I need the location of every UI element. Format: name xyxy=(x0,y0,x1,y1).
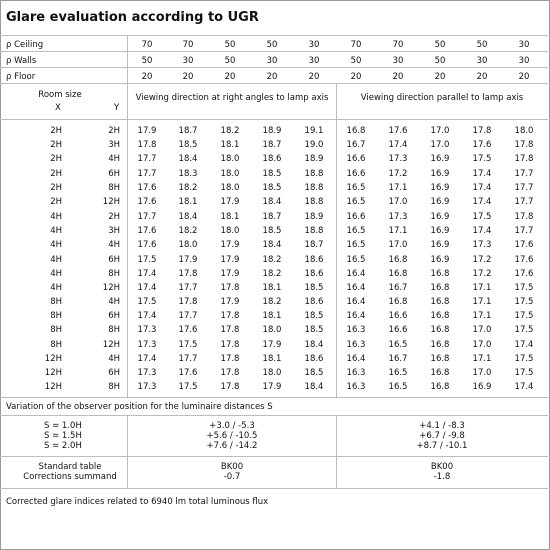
room-x: 8H xyxy=(50,311,62,322)
ugr-value: 18.9 xyxy=(304,212,324,222)
ugr-value: 17.0 xyxy=(430,140,450,151)
reflectance-value: 20 xyxy=(141,72,153,82)
ugr-value: 18.4 xyxy=(262,197,282,207)
ugr-value: 17.6 xyxy=(178,325,198,336)
ugr-value: 18.9 xyxy=(262,126,282,136)
room-y: 8H xyxy=(108,382,120,393)
divider-vertical xyxy=(336,83,337,397)
ugr-value: 17.8 xyxy=(472,126,492,136)
ugr-value: 16.8 xyxy=(430,283,450,293)
ugr-value: 17.5 xyxy=(137,254,157,265)
divider xyxy=(0,67,548,68)
ugr-value: 18.5 xyxy=(262,226,282,237)
reflectance-value: 70 xyxy=(182,40,194,50)
ugr-value: 17.5 xyxy=(472,212,492,222)
ugr-value: 18.8 xyxy=(304,197,324,207)
ugr-value: 17.8 xyxy=(137,140,157,151)
ugr-value: 17.4 xyxy=(137,268,157,279)
ugr-value: 17.6 xyxy=(514,240,534,251)
ugr-value: 18.1 xyxy=(262,283,282,293)
ugr-value: 17.6 xyxy=(178,368,198,379)
reflectance-value: 30 xyxy=(392,56,404,66)
room-y: 12H xyxy=(102,197,120,207)
ugr-value: 17.7 xyxy=(137,168,157,179)
room-x: 4H xyxy=(50,254,62,265)
ugr-value: 18.0 xyxy=(220,226,240,237)
ugr-value: 17.7 xyxy=(178,354,198,364)
ugr-value: 18.0 xyxy=(220,182,240,193)
ugr-value: 16.3 xyxy=(346,368,366,379)
ugr-value: 17.4 xyxy=(472,182,492,193)
ugr-value: 18.2 xyxy=(220,126,240,136)
room-y: 12H xyxy=(102,339,120,350)
ugr-value: 17.8 xyxy=(514,212,534,222)
ugr-value: 17.7 xyxy=(514,182,534,193)
reflectance-value: 50 xyxy=(350,56,362,66)
room-y: 3H xyxy=(108,226,120,237)
ugr-value: 16.5 xyxy=(388,339,408,350)
ugr-value: 17.9 xyxy=(262,382,282,393)
correction-right: -1.8 xyxy=(433,472,451,482)
ugr-value: 16.9 xyxy=(430,154,450,165)
room-x: 8H xyxy=(50,325,62,336)
ugr-value: 18.0 xyxy=(220,154,240,165)
ugr-value: 17.7 xyxy=(178,283,198,293)
ugr-value: 17.0 xyxy=(430,126,450,136)
ugr-value: 18.6 xyxy=(304,268,324,279)
room-x: 2H xyxy=(50,140,62,151)
ugr-value: 17.1 xyxy=(472,283,492,293)
room-x: 2H xyxy=(50,154,62,165)
ugr-value: 16.9 xyxy=(430,212,450,222)
ugr-value: 18.5 xyxy=(304,368,324,379)
ugr-value: 18.4 xyxy=(304,382,324,393)
ugr-value: 17.9 xyxy=(137,126,157,136)
ugr-value: 17.8 xyxy=(220,368,240,379)
ugr-value: 16.3 xyxy=(346,382,366,393)
divider xyxy=(0,119,548,120)
ugr-value: 18.4 xyxy=(178,212,198,222)
ugr-value: 17.7 xyxy=(137,212,157,222)
ugr-value: 17.5 xyxy=(137,297,157,307)
ugr-value: 16.4 xyxy=(346,354,366,364)
room-y: 8H xyxy=(108,268,120,279)
ugr-value: 19.1 xyxy=(304,126,324,136)
ugr-value: 17.1 xyxy=(472,311,492,322)
room-x: 4H xyxy=(50,268,62,279)
reflectance-value: 50 xyxy=(476,40,488,50)
room-y: 6H xyxy=(108,168,120,179)
ugr-value: 17.9 xyxy=(178,254,198,265)
ugr-value: 17.3 xyxy=(137,339,157,350)
reflectance-value: 20 xyxy=(476,72,488,82)
room-y: 4H xyxy=(108,154,120,165)
ugr-value: 18.7 xyxy=(262,212,282,222)
ugr-value: 19.0 xyxy=(304,140,324,151)
divider xyxy=(0,456,548,457)
y-column-label: Y xyxy=(114,103,120,113)
reflectance-value: 20 xyxy=(350,72,362,82)
direction-parallel-label: Viewing direction parallel to lamp axis xyxy=(360,93,524,103)
ugr-value: 17.5 xyxy=(178,339,198,350)
ugr-value: 18.0 xyxy=(178,240,198,251)
ugr-value: 16.9 xyxy=(430,168,450,179)
ugr-value: 17.6 xyxy=(137,240,157,251)
ugr-value: 16.8 xyxy=(430,339,450,350)
room-size-label: Room size xyxy=(38,90,82,100)
divider-vertical xyxy=(127,415,128,488)
ugr-value: 17.3 xyxy=(137,382,157,393)
room-x: 12H xyxy=(44,368,62,379)
ugr-value: 17.2 xyxy=(472,254,492,265)
reflectance-value: 50 xyxy=(434,56,446,66)
ugr-value: 16.6 xyxy=(346,212,366,222)
ugr-value: 17.9 xyxy=(220,240,240,251)
reflectance-value: 50 xyxy=(224,56,236,66)
room-x: 2H xyxy=(50,182,62,193)
ugr-value: 17.1 xyxy=(388,226,408,237)
room-x: 2H xyxy=(50,126,62,136)
ugr-value: 16.8 xyxy=(388,254,408,265)
ugr-value: 17.8 xyxy=(514,154,534,165)
ugr-value: 17.8 xyxy=(220,382,240,393)
ugr-value: 17.8 xyxy=(220,339,240,350)
ugr-value: 18.0 xyxy=(262,325,282,336)
spacing-right-value: +6.7 / -9.8 xyxy=(419,431,465,441)
ugr-value: 17.3 xyxy=(472,240,492,251)
room-x: 4H xyxy=(50,226,62,237)
ugr-value: 17.6 xyxy=(514,254,534,265)
ugr-value: 17.2 xyxy=(388,168,408,179)
ugr-value: 17.8 xyxy=(220,354,240,364)
ugr-value: 17.9 xyxy=(220,268,240,279)
ugr-value: 18.6 xyxy=(304,354,324,364)
ugr-value: 17.4 xyxy=(472,197,492,207)
reflectance-value: 30 xyxy=(308,56,320,66)
ugr-value: 16.7 xyxy=(388,283,408,293)
divider-vertical xyxy=(336,415,337,488)
reflectance-label: ρ Ceiling xyxy=(6,40,44,50)
ugr-value: 16.8 xyxy=(430,325,450,336)
spacing-left-value: +3.0 / -5.3 xyxy=(209,421,255,431)
reflectance-value: 50 xyxy=(224,40,236,50)
ugr-value: 17.7 xyxy=(514,226,534,237)
reflectance-label: ρ Walls xyxy=(6,56,37,66)
correction-left: -0.7 xyxy=(223,472,241,482)
ugr-value: 16.5 xyxy=(388,382,408,393)
room-y: 4H xyxy=(108,354,120,364)
ugr-value: 17.5 xyxy=(514,325,534,336)
room-y: 4H xyxy=(108,240,120,251)
ugr-value: 18.6 xyxy=(262,154,282,165)
room-x: 4H xyxy=(50,240,62,251)
ugr-value: 16.3 xyxy=(346,339,366,350)
divider xyxy=(0,415,548,416)
ugr-value: 17.0 xyxy=(388,240,408,251)
ugr-value: 16.5 xyxy=(346,197,366,207)
ugr-value: 16.8 xyxy=(388,297,408,307)
reflectance-value: 20 xyxy=(518,72,530,82)
ugr-value: 16.3 xyxy=(346,325,366,336)
room-y: 2H xyxy=(108,212,120,222)
ugr-value: 16.9 xyxy=(430,240,450,251)
ugr-value: 18.4 xyxy=(178,154,198,165)
ugr-value: 16.4 xyxy=(346,283,366,293)
ugr-value: 18.2 xyxy=(262,254,282,265)
ugr-value: 18.8 xyxy=(304,182,324,193)
ugr-value: 18.5 xyxy=(178,140,198,151)
ugr-value: 16.6 xyxy=(388,311,408,322)
room-y: 12H xyxy=(102,283,120,293)
ugr-value: 17.1 xyxy=(388,182,408,193)
room-y: 8H xyxy=(108,182,120,193)
reflectance-value: 50 xyxy=(141,56,153,66)
spacing-label: S = 2.0H xyxy=(44,441,82,451)
ugr-value: 18.5 xyxy=(262,182,282,193)
standard-right: BK00 xyxy=(430,462,454,472)
reflectance-value: 50 xyxy=(434,40,446,50)
direction-perpendicular-label: Viewing direction at right angles to lamp axis xyxy=(135,93,329,103)
ugr-value: 16.4 xyxy=(346,297,366,307)
ugr-value: 16.9 xyxy=(430,182,450,193)
ugr-value: 16.9 xyxy=(430,226,450,237)
ugr-value: 17.6 xyxy=(472,140,492,151)
ugr-value: 17.5 xyxy=(514,297,534,307)
spacing-label: S = 1.0H xyxy=(44,421,82,431)
ugr-value: 18.7 xyxy=(178,126,198,136)
ugr-value: 16.9 xyxy=(430,197,450,207)
ugr-value: 17.8 xyxy=(220,283,240,293)
spacing-label: S = 1.5H xyxy=(44,431,82,441)
ugr-value: 16.5 xyxy=(346,254,366,265)
reflectance-value: 20 xyxy=(308,72,320,82)
ugr-value: 18.5 xyxy=(304,311,324,322)
reflectance-value: 50 xyxy=(266,40,278,50)
ugr-value: 17.4 xyxy=(514,382,534,393)
reflectance-value: 30 xyxy=(308,40,320,50)
ugr-value: 16.5 xyxy=(388,368,408,379)
spacing-right-value: +8.7 / -10.1 xyxy=(416,441,468,451)
ugr-value: 17.3 xyxy=(388,154,408,165)
footer-note: Corrected glare indices related to 6940 lm total luminous flux xyxy=(6,497,269,507)
ugr-value: 18.2 xyxy=(178,182,198,193)
reflectance-label: ρ Floor xyxy=(6,72,36,82)
reflectance-value: 70 xyxy=(392,40,404,50)
ugr-value: 16.7 xyxy=(388,354,408,364)
ugr-value: 18.0 xyxy=(220,168,240,179)
ugr-value: 16.8 xyxy=(346,126,366,136)
ugr-value: 18.1 xyxy=(220,140,240,151)
ugr-value: 18.2 xyxy=(262,268,282,279)
ugr-value: 18.1 xyxy=(178,197,198,207)
ugr-value: 17.8 xyxy=(514,140,534,151)
ugr-value: 16.6 xyxy=(346,168,366,179)
reflectance-value: 30 xyxy=(518,56,530,66)
ugr-value: 17.4 xyxy=(472,168,492,179)
ugr-value: 17.3 xyxy=(137,368,157,379)
ugr-value: 16.6 xyxy=(346,154,366,165)
reflectance-value: 70 xyxy=(141,40,153,50)
spacing-right-value: +4.1 / -8.3 xyxy=(419,421,465,431)
ugr-value: 17.5 xyxy=(514,354,534,364)
ugr-value: 18.7 xyxy=(304,240,324,251)
reflectance-value: 20 xyxy=(182,72,194,82)
ugr-value: 17.0 xyxy=(472,368,492,379)
ugr-value: 17.1 xyxy=(472,354,492,364)
ugr-value: 18.5 xyxy=(262,168,282,179)
ugr-value: 17.7 xyxy=(178,311,198,322)
ugr-value: 16.5 xyxy=(346,240,366,251)
ugr-value: 17.9 xyxy=(262,339,282,350)
ugr-value: 18.7 xyxy=(262,140,282,151)
ugr-value: 17.6 xyxy=(137,226,157,237)
ugr-value: 16.7 xyxy=(346,140,366,151)
ugr-value: 17.8 xyxy=(220,311,240,322)
reflectance-value: 30 xyxy=(476,56,488,66)
corrections-summand-label: Corrections summand xyxy=(23,472,117,482)
ugr-value: 18.8 xyxy=(304,168,324,179)
reflectance-value: 70 xyxy=(350,40,362,50)
ugr-value: 17.7 xyxy=(514,168,534,179)
ugr-value: 17.3 xyxy=(388,212,408,222)
divider xyxy=(0,51,548,52)
ugr-value: 17.7 xyxy=(137,154,157,165)
ugr-value: 17.6 xyxy=(514,268,534,279)
ugr-value: 18.0 xyxy=(514,126,534,136)
divider xyxy=(0,83,548,84)
divider xyxy=(0,35,548,36)
ugr-value: 16.8 xyxy=(430,382,450,393)
divider-vertical xyxy=(127,35,128,397)
ugr-value: 17.6 xyxy=(388,126,408,136)
ugr-value: 18.8 xyxy=(304,226,324,237)
ugr-value: 17.4 xyxy=(137,311,157,322)
ugr-value: 17.6 xyxy=(137,182,157,193)
ugr-value: 17.5 xyxy=(514,283,534,293)
ugr-value: 17.9 xyxy=(220,254,240,265)
room-x: 12H xyxy=(44,354,62,364)
ugr-value: 18.4 xyxy=(262,240,282,251)
ugr-value: 16.8 xyxy=(430,268,450,279)
room-x: 2H xyxy=(50,197,62,207)
room-y: 6H xyxy=(108,311,120,322)
ugr-value: 18.9 xyxy=(304,154,324,165)
ugr-value: 18.0 xyxy=(262,368,282,379)
ugr-value: 17.1 xyxy=(472,297,492,307)
ugr-value: 16.8 xyxy=(430,311,450,322)
reflectance-value: 30 xyxy=(518,40,530,50)
spacing-left-value: +5.6 / -10.5 xyxy=(206,431,258,441)
ugr-value: 17.0 xyxy=(472,339,492,350)
ugr-value: 18.6 xyxy=(304,297,324,307)
ugr-value: 17.4 xyxy=(472,226,492,237)
ugr-value: 17.5 xyxy=(514,311,534,322)
ugr-value: 16.4 xyxy=(346,311,366,322)
room-x: 4H xyxy=(50,212,62,222)
variation-label: Variation of the observer position for the luminaire distances S xyxy=(6,402,273,412)
reflectance-value: 20 xyxy=(266,72,278,82)
standard-table-label: Standard table xyxy=(38,462,102,472)
spacing-left-value: +7.6 / -14.2 xyxy=(206,441,258,451)
ugr-value: 18.5 xyxy=(304,283,324,293)
ugr-value: 18.4 xyxy=(304,339,324,350)
ugr-value: 16.9 xyxy=(472,382,492,393)
ugr-value: 18.1 xyxy=(262,354,282,364)
ugr-value: 16.8 xyxy=(430,368,450,379)
room-y: 8H xyxy=(108,325,120,336)
ugr-value: 16.8 xyxy=(430,354,450,364)
standard-left: BK00 xyxy=(220,462,244,472)
ugr-value: 18.2 xyxy=(262,297,282,307)
ugr-value: 17.0 xyxy=(388,197,408,207)
reflectance-value: 20 xyxy=(224,72,236,82)
room-y: 3H xyxy=(108,140,120,151)
ugr-value: 18.6 xyxy=(304,254,324,265)
ugr-value: 18.1 xyxy=(262,311,282,322)
ugr-value: 18.2 xyxy=(178,226,198,237)
room-x: 8H xyxy=(50,297,62,307)
ugr-value: 16.5 xyxy=(346,226,366,237)
reflectance-value: 20 xyxy=(434,72,446,82)
reflectance-value: 20 xyxy=(392,72,404,82)
ugr-value: 17.8 xyxy=(178,297,198,307)
ugr-value: 18.3 xyxy=(178,168,198,179)
divider xyxy=(0,488,548,489)
ugr-value: 16.4 xyxy=(346,268,366,279)
ugr-value: 16.9 xyxy=(430,254,450,265)
ugr-value: 17.5 xyxy=(472,154,492,165)
room-x: 12H xyxy=(44,382,62,393)
ugr-value: 16.8 xyxy=(430,297,450,307)
reflectance-value: 30 xyxy=(182,56,194,66)
ugr-value: 17.7 xyxy=(514,197,534,207)
ugr-value: 17.4 xyxy=(514,339,534,350)
ugr-value: 17.3 xyxy=(137,325,157,336)
ugr-value: 17.5 xyxy=(514,368,534,379)
x-column-label: X xyxy=(55,103,61,113)
room-x: 2H xyxy=(50,168,62,179)
ugr-value: 17.4 xyxy=(137,354,157,364)
room-y: 4H xyxy=(108,297,120,307)
ugr-value: 17.2 xyxy=(472,268,492,279)
ugr-value: 17.4 xyxy=(388,140,408,151)
room-y: 6H xyxy=(108,368,120,379)
ugr-value: 16.6 xyxy=(388,325,408,336)
room-x: 4H xyxy=(50,283,62,293)
ugr-value: 17.5 xyxy=(178,382,198,393)
ugr-value: 17.6 xyxy=(137,197,157,207)
reflectance-value: 30 xyxy=(266,56,278,66)
room-y: 2H xyxy=(108,126,120,136)
ugr-value: 17.9 xyxy=(220,197,240,207)
ugr-value: 17.4 xyxy=(137,283,157,293)
page-title: Glare evaluation according to UGR xyxy=(6,10,259,25)
ugr-value: 16.5 xyxy=(346,182,366,193)
ugr-value: 17.0 xyxy=(472,325,492,336)
ugr-value: 17.8 xyxy=(178,268,198,279)
divider xyxy=(0,397,548,398)
ugr-value: 18.5 xyxy=(304,325,324,336)
ugr-value: 18.1 xyxy=(220,212,240,222)
ugr-value: 17.8 xyxy=(220,325,240,336)
ugr-value: 17.9 xyxy=(220,297,240,307)
room-y: 6H xyxy=(108,254,120,265)
ugr-value: 16.8 xyxy=(388,268,408,279)
room-x: 8H xyxy=(50,339,62,350)
